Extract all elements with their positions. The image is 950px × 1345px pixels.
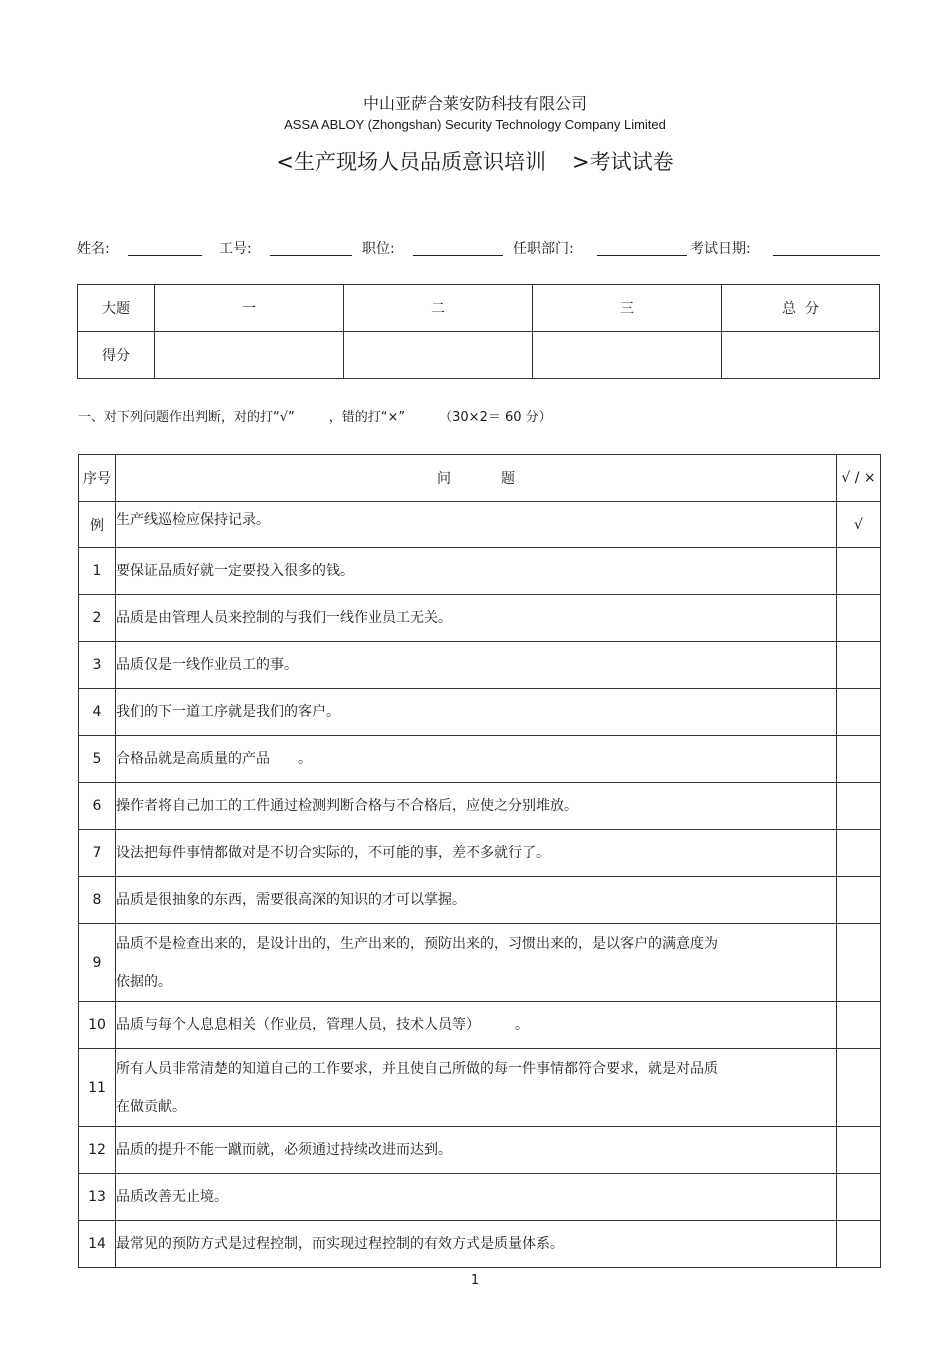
score-col-1: 一 [155,285,344,332]
table-row [79,924,881,1002]
answer-cell[interactable] [837,1174,881,1221]
question-text: 品质是由管理人员来控制的与我们一线作业员工无关。 [116,595,837,642]
question-text: 要保证品质好就一定要投入很多的钱。 [116,548,837,595]
answer-cell[interactable] [837,1127,881,1174]
table-row [79,877,881,924]
employee-id-label: 工号: [219,241,252,257]
col-header-mark: √ / × [837,455,881,502]
answer-cell[interactable] [837,877,881,924]
question-text: 品质仅是一线作业员工的事。 [116,642,837,689]
col-header-question [116,455,837,502]
table-row [79,830,881,877]
question-num: 6 [79,783,116,830]
example-text: 生产线巡检应保持记录。 [116,502,837,548]
question-text: 品质的提升不能一蹴而就，必须通过持续改进而达到。 [116,1127,837,1174]
table-row [79,595,881,642]
table-row [79,1002,881,1049]
question-table-header [79,455,881,502]
exam-title-part2: >考试试卷 [572,150,674,174]
question-text-line: 品质不是检查出来的，是设计出的，生产出来的，预防出来的，习惯出来的，是以客户的满意度为 [116,935,718,952]
table-row [79,1127,881,1174]
department-field[interactable] [597,255,687,256]
exam-title-part1: <生产现场人员品质意识培训 [276,150,546,174]
position-field[interactable] [413,255,503,256]
answer-cell[interactable] [837,595,881,642]
section-points: （30×2＝ 60 分） [439,410,552,425]
table-row [79,642,881,689]
question-text: 品质与每个人息息相关（作业员，管理人员，技术人员等） 。 [116,1002,837,1049]
exam-date-field[interactable] [773,255,880,256]
answer-cell[interactable] [837,1049,881,1127]
col-header-question-2: 题 [501,471,515,487]
score-cell-total[interactable] [722,332,880,379]
question-text: 我们的下一道工序就是我们的客户。 [116,689,837,736]
score-table-header-row [78,285,880,332]
answer-cell[interactable] [837,642,881,689]
section-heading [78,406,552,425]
question-text [116,1049,837,1127]
department-label: 任职部门: [513,241,574,257]
company-name-cn: 中山亚萨合莱安防科技有限公司 [362,94,587,113]
table-row [79,783,881,830]
question-num: 5 [79,736,116,783]
score-col-2: 二 [344,285,533,332]
answer-cell[interactable] [837,830,881,877]
name-label: 姓名: [77,241,110,257]
answer-cell[interactable] [837,689,881,736]
exam-date-label: 考试日期: [690,241,751,257]
question-text: 操作者将自己加工的工件通过检测判断合格与不合格后，应使之分别堆放。 [116,783,837,830]
question-table [78,454,881,1268]
position-label: 职位: [362,241,395,257]
exam-title [0,146,950,176]
answer-cell[interactable] [837,1221,881,1268]
table-row [79,689,881,736]
example-row [79,502,881,548]
question-text: 设法把每件事情都做对是不切合实际的，不可能的事，差不多就行了。 [116,830,837,877]
score-col-3: 三 [533,285,722,332]
question-num: 1 [79,548,116,595]
question-num: 13 [79,1174,116,1221]
score-col-total: 总 分 [722,285,880,332]
section-heading-part2: ，错的打“×” [328,410,406,425]
question-text: 最常见的预防方式是过程控制，而实现过程控制的有效方式是质量体系。 [116,1221,837,1268]
answer-cell[interactable] [837,1002,881,1049]
question-text: 品质改善无止境。 [116,1174,837,1221]
question-text [116,924,837,1002]
employee-id-field[interactable] [270,255,352,256]
table-row [79,1221,881,1268]
score-table [77,284,880,379]
question-num: 7 [79,830,116,877]
score-table-score-row [78,332,880,379]
example-mark: √ [837,502,881,548]
question-num: 8 [79,877,116,924]
question-text-line: 在做贡献。 [116,1098,186,1115]
section-heading-part1: 一、对下列问题作出判断，对的打“√” [78,410,295,425]
answer-cell[interactable] [837,783,881,830]
example-num: 例 [79,502,116,548]
question-num: 14 [79,1221,116,1268]
table-row [79,548,881,595]
score-cell-3[interactable] [533,332,722,379]
score-cell-2[interactable] [344,332,533,379]
page-number: 1 [470,1273,480,1288]
table-row [79,736,881,783]
question-num: 11 [79,1049,116,1127]
question-text: 合格品就是高质量的产品 。 [116,736,837,783]
table-row [79,1174,881,1221]
question-num: 10 [79,1002,116,1049]
question-num: 4 [79,689,116,736]
table-row [79,1049,881,1127]
col-header-num: 序号 [79,455,116,502]
score-row-header: 大题 [78,285,155,332]
score-cell-1[interactable] [155,332,344,379]
question-text-line: 依据的。 [116,973,172,990]
question-num: 12 [79,1127,116,1174]
answer-cell[interactable] [837,548,881,595]
question-text: 品质是很抽象的东西，需要很高深的知识的才可以掌握。 [116,877,837,924]
question-text-line: 所有人员非常清楚的知道自己的工作要求，并且使自己所做的每一件事情都符合要求，就是对品质 [116,1060,718,1077]
score-label: 得分 [78,332,155,379]
question-num: 3 [79,642,116,689]
col-header-question-1: 问 [437,471,451,487]
answer-cell[interactable] [837,736,881,783]
question-num: 9 [79,924,116,1002]
company-name-en: ASSA ABLOY (Zhongshan) Security Technology Company Limited [284,117,666,132]
answer-cell[interactable] [837,924,881,1002]
question-num: 2 [79,595,116,642]
name-field[interactable] [128,255,202,256]
